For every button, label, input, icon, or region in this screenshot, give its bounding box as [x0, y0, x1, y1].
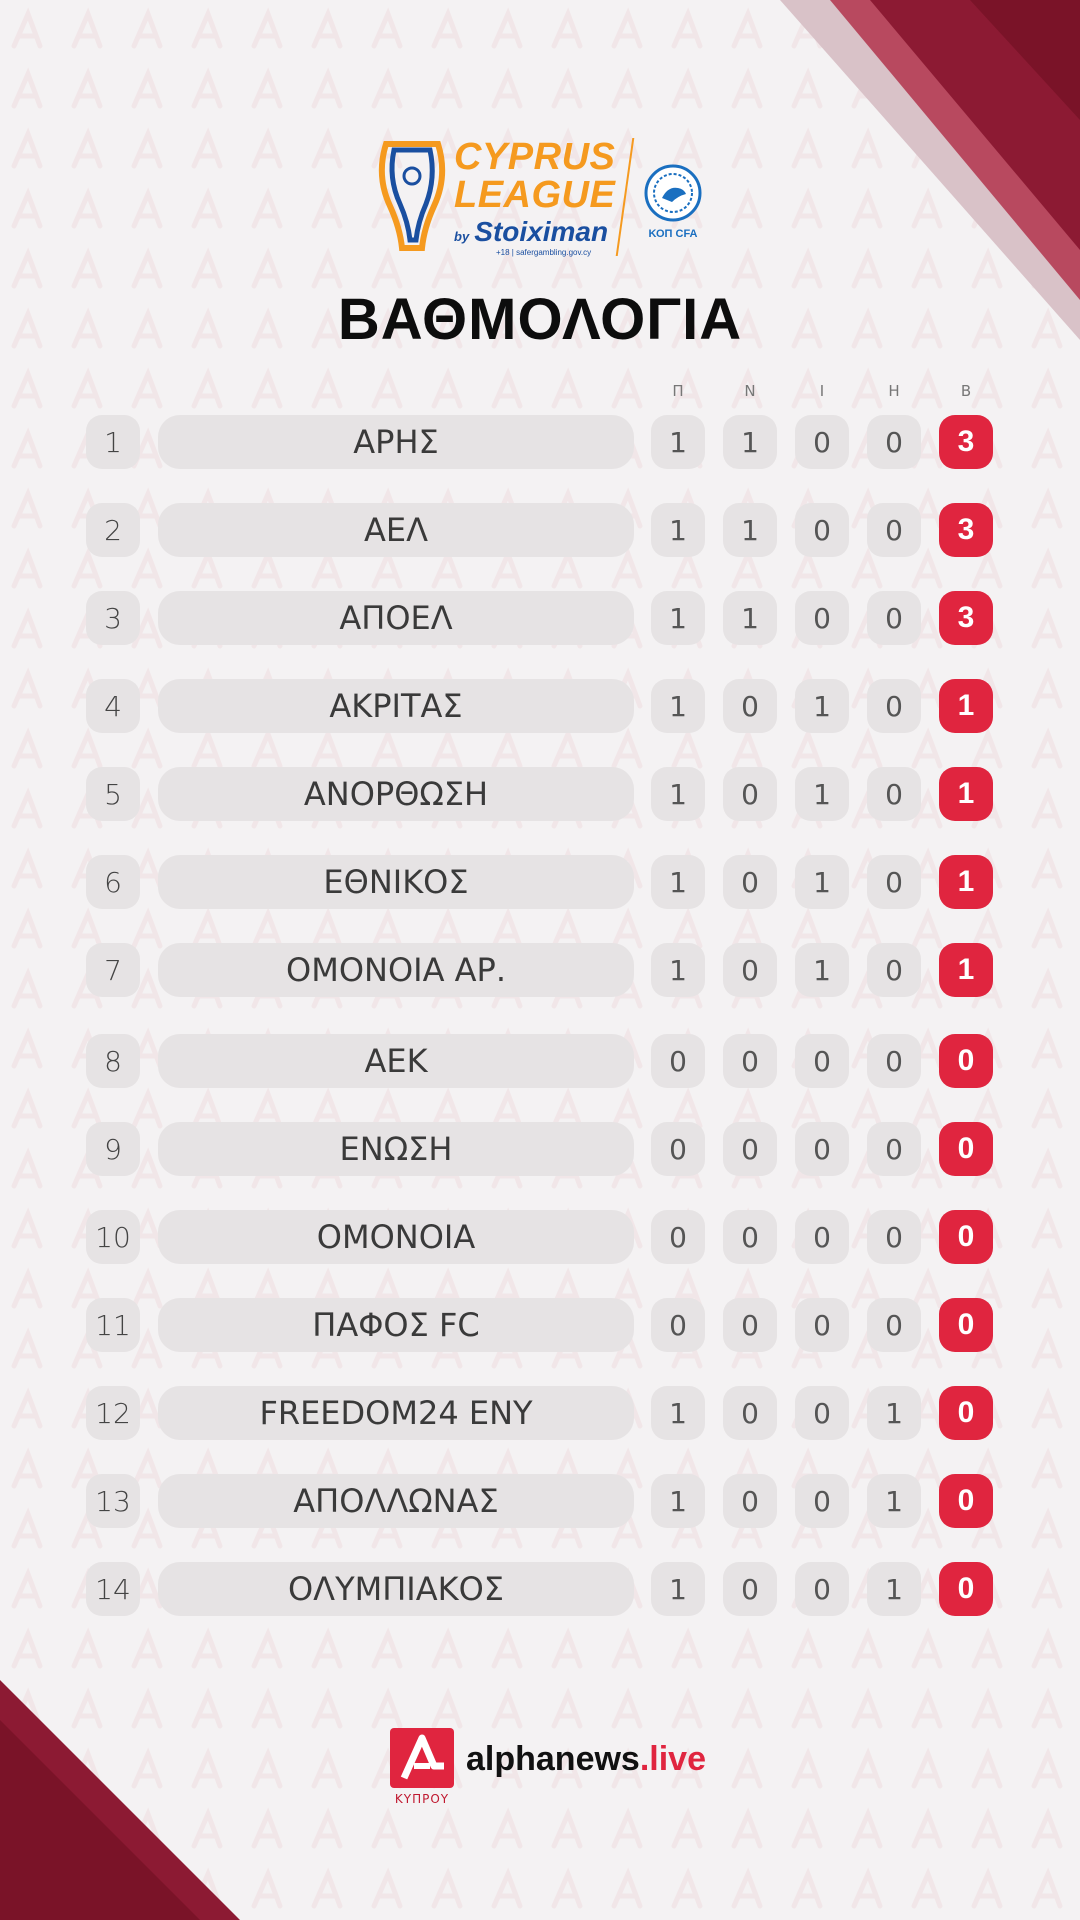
points-cell: 0: [939, 1386, 993, 1440]
lost-cell: 1: [867, 1474, 921, 1528]
played-cell: 1: [651, 591, 705, 645]
drawn-cell: 0: [795, 1122, 849, 1176]
position-cell: 3: [86, 591, 140, 645]
table-row: [0, 1034, 1080, 1088]
won-cell: 1: [723, 591, 777, 645]
column-header-won: Ν: [744, 382, 756, 400]
lost-cell: 0: [867, 943, 921, 997]
position-cell: 10: [86, 1210, 140, 1264]
played-cell: 0: [651, 1122, 705, 1176]
position-cell: 6: [86, 855, 140, 909]
drawn-cell: 1: [795, 767, 849, 821]
lost-cell: 0: [867, 679, 921, 733]
team-name-cell: ΑΠΟΕΛ: [158, 591, 634, 645]
won-cell: 1: [723, 503, 777, 557]
position-cell: 9: [86, 1122, 140, 1176]
position-cell: 12: [86, 1386, 140, 1440]
team-name-cell: ΟΜΟΝΟΙΑ ΑΡ.: [158, 943, 634, 997]
played-cell: 0: [651, 1034, 705, 1088]
team-name-cell: ΕΘΝΙΚΟΣ: [158, 855, 634, 909]
played-cell: 0: [651, 1210, 705, 1264]
table-row: [0, 1562, 1080, 1616]
column-header-points: Β: [960, 382, 972, 400]
lost-cell: 0: [867, 591, 921, 645]
position-cell: 2: [86, 503, 140, 557]
won-cell: 0: [723, 855, 777, 909]
played-cell: 1: [651, 503, 705, 557]
drawn-cell: 0: [795, 591, 849, 645]
played-cell: 1: [651, 1562, 705, 1616]
footer-brand-logo: [386, 1726, 706, 1816]
lost-cell: 0: [867, 855, 921, 909]
gambling-note: +18 | safergambling.gov.cy: [496, 248, 592, 257]
drawn-cell: 0: [795, 1034, 849, 1088]
position-cell: 4: [86, 679, 140, 733]
position-cell: 7: [86, 943, 140, 997]
team-name-cell: ΑΠΟΛΛΩΝΑΣ: [158, 1474, 634, 1528]
lost-cell: 0: [867, 415, 921, 469]
points-cell: 3: [939, 503, 993, 557]
played-cell: 1: [651, 679, 705, 733]
drawn-cell: 0: [795, 1474, 849, 1528]
won-cell: 0: [723, 1562, 777, 1616]
won-cell: 0: [723, 679, 777, 733]
drawn-cell: 1: [795, 679, 849, 733]
drawn-cell: 1: [795, 943, 849, 997]
points-cell: 0: [939, 1210, 993, 1264]
won-cell: 0: [723, 1386, 777, 1440]
points-cell: 0: [939, 1562, 993, 1616]
team-name-cell: ΠΑΦΟΣ FC: [158, 1298, 634, 1352]
points-cell: 1: [939, 679, 993, 733]
table-row: [0, 679, 1080, 733]
lost-cell: 0: [867, 1298, 921, 1352]
table-row: [0, 767, 1080, 821]
drawn-cell: 0: [795, 1386, 849, 1440]
table-row: [0, 415, 1080, 469]
lost-cell: 0: [867, 767, 921, 821]
league-logo: [372, 132, 712, 262]
points-cell: 3: [939, 415, 993, 469]
position-cell: 13: [86, 1474, 140, 1528]
points-cell: 1: [939, 767, 993, 821]
column-header-drawn: Ι: [819, 382, 825, 400]
team-name-cell: ΟΛΥΜΠΙΑΚΟΣ: [158, 1562, 634, 1616]
drawn-cell: 0: [795, 1210, 849, 1264]
table-row: [0, 943, 1080, 997]
team-name-cell: FREEDOM24 ΕΝΥ: [158, 1386, 634, 1440]
team-name-cell: ΑΝΟΡΘΩΣΗ: [158, 767, 634, 821]
table-row: [0, 1122, 1080, 1176]
won-cell: 0: [723, 1210, 777, 1264]
league-name-line1: CYPRUS: [454, 136, 616, 178]
position-cell: 11: [86, 1298, 140, 1352]
sponsor-prefix: by: [454, 229, 470, 244]
brand-main: alphanews: [466, 1740, 640, 1778]
won-cell: 0: [723, 1474, 777, 1528]
drawn-cell: 1: [795, 855, 849, 909]
won-cell: 1: [723, 415, 777, 469]
played-cell: 1: [651, 1474, 705, 1528]
team-name-cell: ΑΡΗΣ: [158, 415, 634, 469]
alpha-logo-icon: [390, 1728, 454, 1788]
lost-cell: 0: [867, 503, 921, 557]
position-cell: 14: [86, 1562, 140, 1616]
played-cell: 1: [651, 855, 705, 909]
column-header-lost: Η: [888, 382, 900, 400]
team-name-cell: ΑΕΛ: [158, 503, 634, 557]
won-cell: 0: [723, 1034, 777, 1088]
league-name-line2: LEAGUE: [454, 174, 616, 216]
won-cell: 0: [723, 943, 777, 997]
table-row: [0, 1210, 1080, 1264]
played-cell: 1: [651, 943, 705, 997]
drawn-cell: 0: [795, 1562, 849, 1616]
sponsor-name: Stoiximan: [474, 216, 609, 247]
table-row: [0, 855, 1080, 909]
trophy-icon: [372, 136, 452, 258]
page-title: ΒΑΘΜΟΛΟΓΙΑ: [337, 287, 743, 352]
won-cell: 0: [723, 767, 777, 821]
points-cell: 3: [939, 591, 993, 645]
points-cell: 0: [939, 1298, 993, 1352]
column-header-played: Π: [672, 382, 684, 400]
table-row: [0, 1474, 1080, 1528]
team-name-cell: ΕΝΩΣΗ: [158, 1122, 634, 1176]
position-cell: 8: [86, 1034, 140, 1088]
team-name-cell: ΑΕΚ: [158, 1034, 634, 1088]
table-row: [0, 591, 1080, 645]
lost-cell: 0: [867, 1034, 921, 1088]
points-cell: 1: [939, 943, 993, 997]
won-cell: 0: [723, 1298, 777, 1352]
table-row: [0, 1386, 1080, 1440]
table-row: [0, 1298, 1080, 1352]
lost-cell: 1: [867, 1562, 921, 1616]
federation-label: ΚΟΠ CFA: [648, 228, 698, 240]
played-cell: 1: [651, 1386, 705, 1440]
played-cell: 1: [651, 415, 705, 469]
table-row: [0, 503, 1080, 557]
logo-divider: [616, 138, 635, 256]
played-cell: 0: [651, 1298, 705, 1352]
won-cell: 0: [723, 1122, 777, 1176]
lost-cell: 0: [867, 1122, 921, 1176]
drawn-cell: 0: [795, 415, 849, 469]
drawn-cell: 0: [795, 503, 849, 557]
position-cell: 1: [86, 415, 140, 469]
drawn-cell: 0: [795, 1298, 849, 1352]
lost-cell: 0: [867, 1210, 921, 1264]
points-cell: 0: [939, 1474, 993, 1528]
team-name-cell: ΑΚΡΙΤΑΣ: [158, 679, 634, 733]
points-cell: 1: [939, 855, 993, 909]
lost-cell: 1: [867, 1386, 921, 1440]
corner-decoration-bottom-left: [0, 1680, 240, 1920]
footer-sub-label: ΚΥΠΡΟΥ: [394, 1792, 450, 1806]
brand-suffix: .live: [639, 1740, 707, 1778]
footer-brand-name: [466, 1740, 706, 1779]
cfa-badge-icon: [644, 164, 702, 222]
points-cell: 0: [939, 1034, 993, 1088]
team-name-cell: ΟΜΟΝΟΙΑ: [158, 1210, 634, 1264]
played-cell: 1: [651, 767, 705, 821]
table-header: [0, 382, 1080, 406]
points-cell: 0: [939, 1122, 993, 1176]
position-cell: 5: [86, 767, 140, 821]
